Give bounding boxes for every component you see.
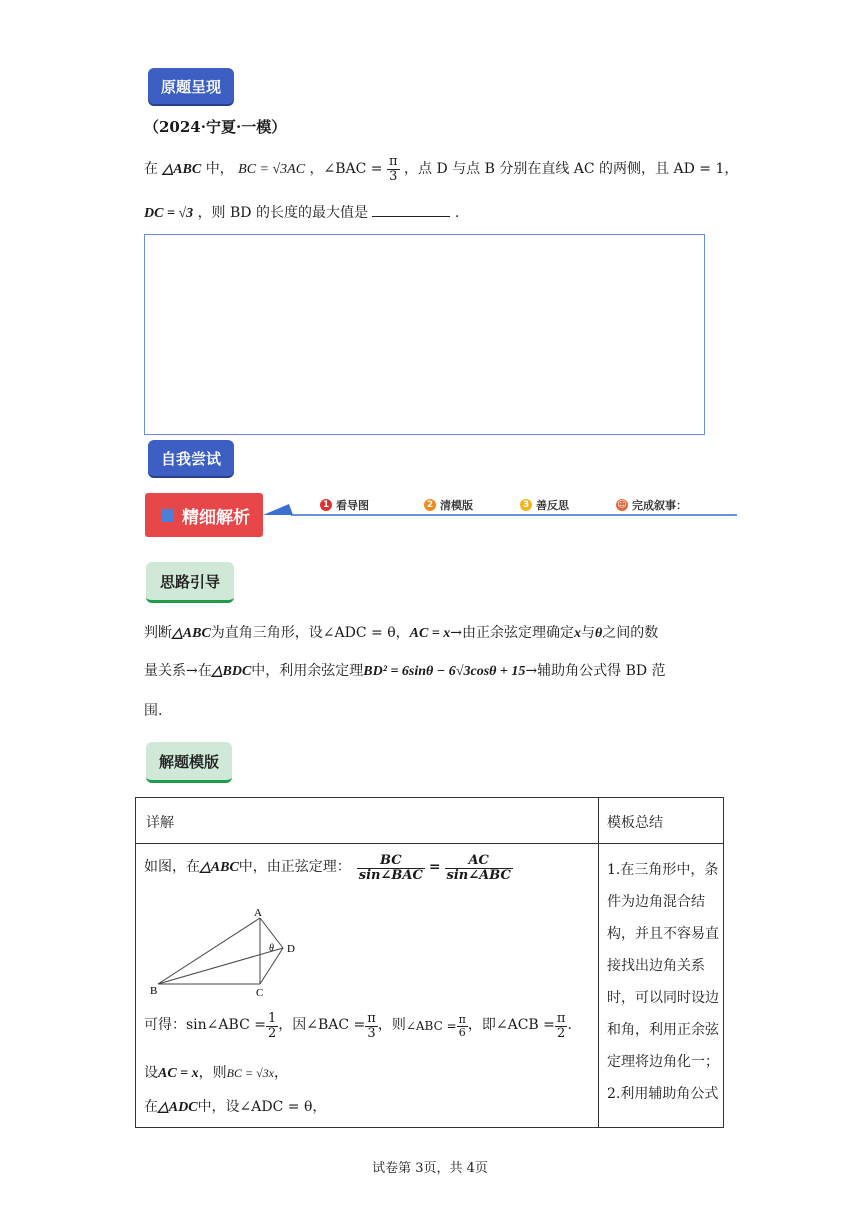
step-2 xyxy=(424,497,473,513)
step-4 xyxy=(616,497,687,513)
triangle-adc: △ADC xyxy=(158,1100,198,1115)
triangle-abc: △ABC xyxy=(172,626,211,641)
frac-num: 1 xyxy=(267,1011,277,1026)
step-2-icon: 2 xyxy=(424,499,436,511)
answer-area[interactable] xyxy=(144,234,705,435)
detail-text: ，因∠BAC = xyxy=(278,1017,366,1034)
detail-text: ，则 xyxy=(198,1065,227,1081)
guide-text: 与 xyxy=(581,625,596,641)
step-1-label: 看导图 xyxy=(336,499,369,512)
smiley-icon: ☺ xyxy=(617,500,627,510)
ac-eq-x: AC = x xyxy=(158,1066,199,1081)
detail-text: 如图，在 xyxy=(144,859,200,876)
pi-over-2 xyxy=(555,1012,568,1040)
var-x: x xyxy=(574,626,582,641)
guide-line-1 xyxy=(144,624,658,644)
sine-ratio-2 xyxy=(445,854,513,882)
guide-text: →由正余弦定理确定 xyxy=(450,625,575,641)
guide-line-3: 围. xyxy=(144,703,163,719)
frac-num: AC xyxy=(445,854,513,869)
step-3-label: 善反思 xyxy=(536,499,569,512)
frac-den: sin∠BAC xyxy=(358,867,423,883)
step-1 xyxy=(320,497,369,513)
label-a: A xyxy=(254,907,262,919)
dc-equation: DC = √3 xyxy=(144,206,194,221)
ac-eq-x: AC = x xyxy=(409,626,451,641)
equals-sign: = xyxy=(428,859,441,876)
problem-text: . xyxy=(454,205,460,221)
detail-text: ， xyxy=(274,1065,288,1081)
summary-line: 接找出边角关系 xyxy=(607,958,705,974)
step-1-icon: 1 xyxy=(320,499,332,511)
bc-equation: BC = √3AC xyxy=(238,162,306,178)
frac-num: π xyxy=(458,1013,466,1027)
guide-text: 判断 xyxy=(144,625,172,641)
label-d: D xyxy=(287,943,295,955)
frac-den: 3 xyxy=(389,168,398,184)
guide-line-2 xyxy=(144,662,666,682)
pi-over-3 xyxy=(365,1012,378,1040)
section-tag-original: 原题呈现 xyxy=(148,68,234,104)
detail-line-3 xyxy=(144,1064,288,1084)
page-footer: 试卷第 3页，共 4页 xyxy=(372,1161,488,1176)
detail-text: 在 xyxy=(144,1099,158,1115)
summary-line: 件为边角混合结 xyxy=(607,894,705,910)
problem-text: ，∠BAC = xyxy=(309,161,383,178)
summary-line: 和角，利用正余弦 xyxy=(607,1022,719,1038)
book-icon xyxy=(161,509,174,522)
detail-text: 中，设∠ADC = θ， xyxy=(197,1099,327,1115)
var-theta: θ xyxy=(595,626,603,641)
summary-line: 1.在三角形中，条 xyxy=(607,862,719,878)
label-b: B xyxy=(150,985,158,996)
solution-table xyxy=(135,797,724,1128)
frac-num: π xyxy=(367,1011,376,1026)
step-3 xyxy=(520,497,569,513)
problem-text: ，则 BD 的长度的最大值是 xyxy=(197,205,368,221)
frac-num: π xyxy=(389,154,398,169)
guide-text: 之间的数 xyxy=(602,625,659,641)
table-header-summary: 模板总结 xyxy=(599,798,724,844)
analysis-label: 精细解析 xyxy=(182,507,250,528)
detail-text: . xyxy=(567,1017,572,1034)
frac-num: π xyxy=(556,1011,566,1026)
pi-over-3 xyxy=(387,155,400,183)
pi-over-6 xyxy=(457,1014,468,1038)
sine-ratio-1 xyxy=(357,854,425,882)
detail-line-4 xyxy=(144,1098,326,1118)
frac-den: sin∠ABC xyxy=(446,867,511,883)
detail-text: ，即∠ACB = xyxy=(467,1017,555,1034)
section-tag-template: 解题模版 xyxy=(146,742,232,783)
label-theta: θ xyxy=(269,943,274,954)
guide-text: 为直角三角形，设∠ADC = θ， xyxy=(210,625,410,641)
summary-line: 定理将边角化一； xyxy=(607,1054,719,1070)
summary-line: 构，并且不容易直 xyxy=(607,926,719,942)
frac-num: BC xyxy=(357,854,425,869)
summary-line: 2.利用辅助角公式 xyxy=(607,1086,719,1102)
triangle-figure xyxy=(150,906,310,996)
step-3-icon: 3 xyxy=(520,499,532,511)
guide-text: 中，利用余弦定理 xyxy=(251,663,364,679)
one-half xyxy=(266,1012,278,1040)
step-4-label: 完成叙事： xyxy=(632,499,687,512)
triangle-bdc: △BDC xyxy=(211,664,252,679)
problem-text: ，点 D 与点 B 分别在直线 AC 的两侧，且 AD = 1， xyxy=(404,161,739,178)
frac-den: 6 xyxy=(458,1025,466,1039)
step-2-label: 清模版 xyxy=(440,499,473,512)
triangle-abc: △ABC xyxy=(162,162,202,178)
detail-text: ∠ABC = xyxy=(405,1018,457,1033)
bc-eq-root3x: BC = √3x xyxy=(226,1066,274,1080)
detail-text: ，则 xyxy=(377,1017,406,1034)
detail-text: 中，由正弦定理： xyxy=(238,859,351,876)
label-c: C xyxy=(256,987,264,996)
problem-text: 在 xyxy=(144,161,158,178)
detail-cell xyxy=(136,844,599,1128)
bd-squared-formula: BD² = 6sinθ − 6√3cosθ + 15 xyxy=(363,664,526,679)
problem-line-1 xyxy=(144,155,738,183)
detail-line-2 xyxy=(144,1012,572,1040)
summary-cell xyxy=(599,844,724,1128)
frac-den: 2 xyxy=(267,1025,277,1041)
triangle-abc: △ABC xyxy=(200,860,239,876)
source-label: （2024·宁夏·一模） xyxy=(144,118,287,136)
problem-text: 中， xyxy=(205,161,234,178)
frac-den: 2 xyxy=(557,1025,566,1041)
detail-text: 可得：sin∠ABC = xyxy=(144,1017,266,1034)
problem-line-2 xyxy=(144,202,459,224)
detail-text: 设 xyxy=(144,1065,158,1081)
section-tag-thinking: 思路引导 xyxy=(146,562,234,603)
answer-blank[interactable] xyxy=(372,202,450,217)
summary-line: 时，可以同时设边 xyxy=(607,990,719,1006)
frac-den: 3 xyxy=(367,1025,376,1041)
table-header-detail: 详解 xyxy=(136,798,599,844)
detail-line-1 xyxy=(144,854,513,882)
section-tag-self-try: 自我尝试 xyxy=(148,440,234,476)
section-tag-analysis xyxy=(145,493,263,537)
guide-text: 量关系→在 xyxy=(144,663,212,679)
guide-text: →辅助角公式得 BD 范 xyxy=(525,663,666,679)
